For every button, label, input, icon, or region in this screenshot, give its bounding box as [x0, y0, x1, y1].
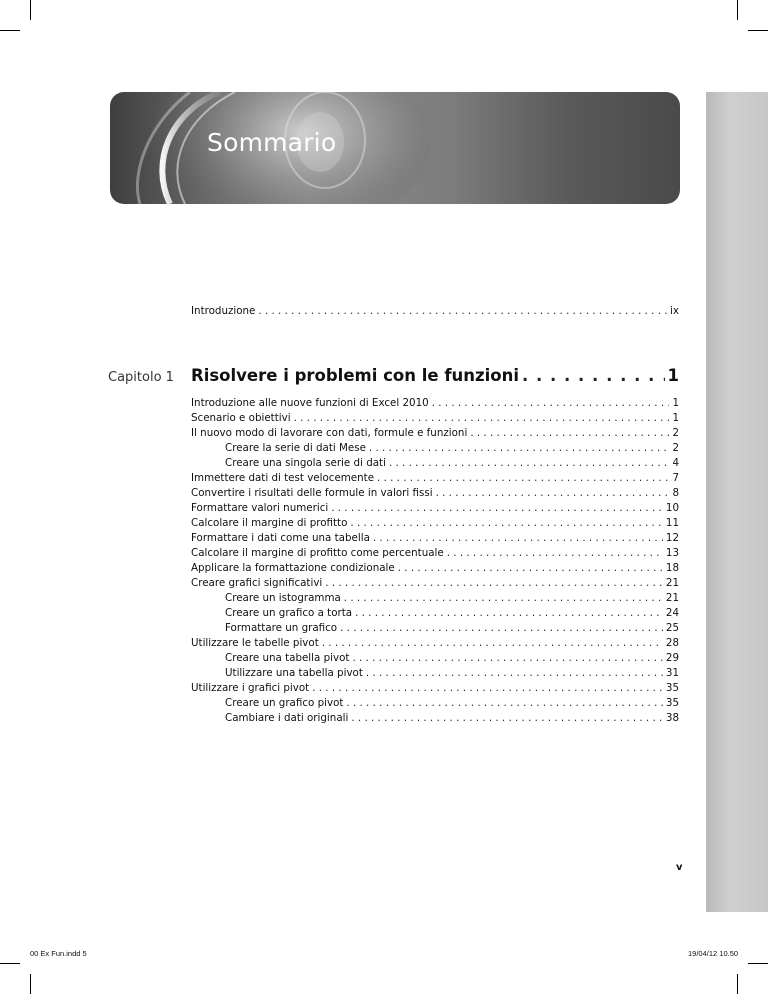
dot-leader — [352, 651, 662, 666]
toc-entry[interactable] — [191, 426, 679, 441]
dot-leader — [447, 546, 663, 561]
toc-entry-page: 12 — [665, 532, 679, 544]
toc-entry-page: 10 — [665, 502, 679, 514]
footer-timestamp: 19/04/12 10.50 — [688, 949, 739, 958]
toc-entry-title: Calcolare il margine di profitto — [191, 517, 348, 529]
toc-intro-entry[interactable] — [191, 305, 679, 317]
dot-leader — [522, 366, 665, 385]
toc-entry-page: 2 — [672, 442, 679, 454]
toc-entry-title: Utilizzare una tabella pivot — [225, 667, 363, 679]
toc-entry[interactable] — [191, 576, 679, 591]
toc-entry-title: Creare un grafico pivot — [225, 697, 344, 709]
crop-mark — [30, 0, 31, 20]
dot-leader — [377, 471, 669, 486]
dot-leader — [312, 681, 663, 696]
dot-leader — [366, 666, 663, 681]
toc-subentry[interactable] — [191, 456, 679, 471]
toc-subentry[interactable] — [191, 441, 679, 456]
dot-leader — [350, 516, 662, 531]
side-tab — [706, 92, 768, 912]
toc-entry-title: Calcolare il margine di profitto come percentuale — [191, 547, 444, 559]
banner-decoration — [110, 92, 680, 204]
chapter-title: Risolvere i problemi con le funzioni — [191, 366, 519, 385]
toc-entry-title: Utilizzare i grafici pivot — [191, 682, 310, 694]
title-banner — [110, 92, 680, 204]
toc-entry-title: Introduzione — [191, 305, 256, 317]
toc-entry-title: Creare un grafico a torta — [225, 607, 353, 619]
toc-entry-page: 35 — [665, 682, 679, 694]
toc-entry[interactable] — [191, 501, 679, 516]
toc-entry[interactable] — [191, 561, 679, 576]
dot-leader — [470, 426, 669, 441]
dot-leader — [258, 305, 667, 317]
toc-entry-page: 29 — [665, 652, 679, 664]
toc-entry-title: Formattare valori numerici — [191, 502, 329, 514]
toc-entry-page: 18 — [665, 562, 679, 574]
dot-leader — [436, 486, 670, 501]
toc-entry-title: Applicare la formattazione condizionale — [191, 562, 395, 574]
toc-entry-title: Creare un istogramma — [225, 592, 341, 604]
crop-mark — [737, 0, 738, 20]
toc-entry-page: 8 — [672, 487, 679, 499]
toc-subentry[interactable] — [191, 651, 679, 666]
dot-leader — [432, 396, 670, 411]
toc-entry-title: Creare grafici significativi — [191, 577, 323, 589]
dot-leader — [322, 636, 663, 651]
chapter-label: Capitolo 1 — [108, 370, 174, 385]
toc-entry-title: Creare la serie di dati Mese — [225, 442, 366, 454]
toc-entry-title: Introduzione alle nuove funzioni di Excel 2010 — [191, 397, 429, 409]
toc-entry-page: 4 — [672, 457, 679, 469]
toc-entry-page: 1 — [672, 412, 679, 424]
toc-entry[interactable] — [191, 636, 679, 651]
toc-subentry[interactable] — [191, 696, 679, 711]
dot-leader — [355, 606, 663, 621]
crop-mark — [748, 963, 768, 964]
toc-entry-title: Convertire i risultati delle formule in valori fissi — [191, 487, 433, 499]
toc-entry-title: Immettere dati di test velocemente — [191, 472, 375, 484]
chapter-page: 1 — [667, 366, 679, 385]
toc-entry-page: 35 — [665, 697, 679, 709]
dot-leader — [389, 456, 669, 471]
toc-entry-page: 13 — [665, 547, 679, 559]
toc-entry[interactable] — [191, 411, 679, 426]
toc-entry[interactable] — [191, 516, 679, 531]
toc-subentry[interactable] — [191, 666, 679, 681]
toc-entry-page: 7 — [672, 472, 679, 484]
toc-entry-title: Scenario e obiettivi — [191, 412, 291, 424]
toc-entry[interactable] — [191, 531, 679, 546]
toc-entry-title: Cambiare i dati originali — [225, 712, 349, 724]
crop-mark — [0, 30, 20, 31]
dot-leader — [325, 576, 663, 591]
crop-mark — [748, 30, 768, 31]
toc-entry[interactable] — [191, 546, 679, 561]
toc-entry-title: Utilizzare le tabelle pivot — [191, 637, 319, 649]
footer-file: 00 Ex Fun.indd 5 — [30, 949, 87, 958]
dot-leader — [346, 696, 662, 711]
page-title: Sommario — [207, 128, 337, 157]
page-number: v — [676, 862, 683, 873]
toc-list — [191, 396, 679, 726]
toc-subentry[interactable] — [191, 711, 679, 726]
dot-leader — [344, 591, 663, 606]
toc-entry-page: 2 — [672, 427, 679, 439]
crop-mark — [0, 963, 20, 964]
toc-entry-title: Il nuovo modo di lavorare con dati, formule e funzioni — [191, 427, 468, 439]
toc-entry-page: 11 — [665, 517, 679, 529]
dot-leader — [351, 711, 663, 726]
toc-entry-page: 31 — [665, 667, 679, 679]
dot-leader — [294, 411, 670, 426]
toc-entry-title: Creare una singola serie di dati — [225, 457, 386, 469]
dot-leader — [331, 501, 663, 516]
toc-entry-page: ix — [670, 305, 679, 317]
dot-leader — [398, 561, 663, 576]
crop-mark — [737, 974, 738, 994]
toc-entry-page: 21 — [665, 577, 679, 589]
toc-subentry[interactable] — [191, 621, 679, 636]
toc-entry-page: 28 — [665, 637, 679, 649]
toc-entry-title: Formattare un grafico — [225, 622, 338, 634]
toc-entry-page: 1 — [672, 397, 679, 409]
crop-mark — [30, 974, 31, 994]
toc-entry-page: 24 — [665, 607, 679, 619]
dot-leader — [369, 441, 670, 456]
dot-leader — [373, 531, 663, 546]
dot-leader — [340, 621, 663, 636]
toc-entry-title: Creare una tabella pivot — [225, 652, 350, 664]
toc-entry[interactable] — [191, 486, 679, 501]
toc-subentry[interactable] — [191, 606, 679, 621]
toc-entry-page: 25 — [665, 622, 679, 634]
toc-entry-page: 21 — [665, 592, 679, 604]
toc-chapter-entry[interactable] — [191, 366, 679, 385]
toc-entry[interactable] — [191, 396, 679, 411]
toc-entry[interactable] — [191, 681, 679, 696]
toc-entry-title: Formattare i dati come una tabella — [191, 532, 370, 544]
toc-subentry[interactable] — [191, 591, 679, 606]
toc-entry[interactable] — [191, 471, 679, 486]
toc-entry-page: 38 — [665, 712, 679, 724]
